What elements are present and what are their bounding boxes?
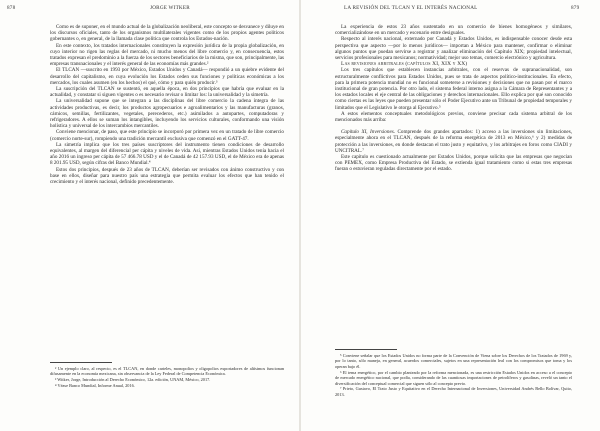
right-paragraph: Los tres capítulos que establecen instancias arbitrales, con el reservas de supranacionalidad, son estructuralmente conflictivos para Estados Unidos, pues se trata de aspectos político-institucionales. En efecto, para la primera potencia mundial no es funcional someterse a revisiones y decisiones que no pasan por el marco institucional de gran potencia. Por otro lado, el sistema federal interno asigna a la Cámara de Representantes y a los estados locales el eje central de las obligaciones y derechos internacionales. Ello explica por qué son conocido como ciertas es las leyes que pueden presentar sólo el Poder Ejecutivo ante un Tribunal de propiedad temporales y limitados que el Legislativo le otorga al Ejecutivo.⁵ xyxy=(335,67,572,111)
left-paragraph: La suscripción del TLCAN se sustentó, en aquella época, en dos principios que habría que evaluar en la actualidad, y constatar si siguen vigentes o es necesario revisar o limitar los: la universalidad y la simetría. xyxy=(50,86,284,99)
footnote-rule xyxy=(335,349,397,350)
right-paragraph: Respecto al interés nacional, externado por Canadá y Estados Unidos, es indispensable conocer desde esta perspectiva que aspecto —por lo menos jurídicos— importan a México para mantener, confirmar o eliminar algunos puntos que puedan servirse a registrar y analizar eliminación del Capítulo XIX; propiedad intelectual, servicios profesionales para mexicanos; normatividad; mejor uso temas, comercio electrónico y agricultura. xyxy=(335,36,572,62)
left-paragraph: En este contexto, los tratados internacionales constituyen la expresión jurídica de la propia globalización, en cuyo interior no rigen las reglas del mercado, ni mucho menos del libre comercio y, en consecuencia, estos tratados expresan el predominio a la fuerza de los sectores beneficiarios de la misma, que son, principalmente, las empresas transnacionales y el interés general de las economías más grandes.² xyxy=(50,42,284,68)
left-running-title: JORGE WITKER xyxy=(150,5,190,11)
left-paragraph: Como es de suponer, en el mundo actual de la globalización neoliberal, este concepto se desvanece y diluye en los discursos oficiales, tanto de los organismos multilaterales vigentes como de los propios agentes políticos gobernantes o, en general, de la llamada clase política que controla los Estados-nación. xyxy=(50,24,284,43)
left-paragraph: La simetría implica que los tres países suscriptores del instrumento tienen condiciones de desarrollo equivalentes, al margen del diferencial per cápita y niveles de vida. Así, mientras Estados Unidos tenía hacia el año 2016 un ingreso per cápita de 57 466.78 USD y el de Canadá de 42 157.93 USD, el de México era de apenas 8 201.95 USD, según cifras del Banco Mundial.⁴ xyxy=(50,141,284,167)
section-heading: Las revisiones arbitrales (capítulos XI, XIX y XX) xyxy=(341,61,468,68)
right-page-number: 879 xyxy=(571,5,580,11)
footnote: ⁵ Conviene señalar que los Estados Unidos no forma parte de la Convención de Viena sobre los Derechos de los Tratados de 1969 y, por lo tanto, sólo maneja, en general, acuerdos comerciales, sujetos en una representación leal con los compromisos que toma y los operan bajo él. xyxy=(335,353,572,369)
left-paragraph: La universalidad supone que se integran a las disciplinas del libre comercio la cadena íntegra de las actividades productivas, es decir, los productos agropecuarios e agroalimentarios y las manufacturas (granos, cárnicos, semillas, fertilizantes, vegetales, perecederos, etc.) asimilados a autopartes, computadoras y refrigeradores. A ellos se suman los intangibles, incluyendo los servicios culturales, conformando una visión holística y universal de los intercambios mercantiles. xyxy=(50,98,284,130)
right-running-title: LA REVISIÓN DEL TLCAN Y EL INTERÉS NACIONAL xyxy=(344,5,478,11)
right-footnotes xyxy=(335,349,572,398)
chapter-xi-paragraph xyxy=(335,129,572,154)
left-body-text xyxy=(50,24,284,185)
left-paragraph: Conviene mencionar, de paso, que este principio se incorporó por primera vez en un tratado de libre comercio (comercio norte-sur), rompiendo una tradición mercantil exclusiva que comenzó en el GATT-47. xyxy=(50,129,284,142)
right-paragraph: A estos elementos conceptuales metodológicos previos, conviene precisar cada sistema arbitral de los mencionados más arriba: xyxy=(335,110,572,124)
chapter-xi-text: Comprende dos grandes apartados: 1) acceso a las inversiones sin limitaciones, especialmente ahora en el TLCAN, después de la reforma energética de 2013 en México,⁶ y 2) medidas de protección a las inversiones, en donde destacan el trato justo y equitativo, y los arbitrajes en foros como CIADI y UNCITRAL.⁷ xyxy=(335,129,572,154)
right-paragraph: Este capítulo es cuestionado actualmente por Estados Unidos, porque solicita que las empresas que negocian con PEMEX, como Empresa Productiva del Estado, se extienda igual tratamiento como si estas tres empresas fueran o estuvieran reguladas directamente por el estado. xyxy=(335,154,572,173)
left-footnotes xyxy=(50,362,284,389)
footnote: ⁴ Véase Banco Mundial, Informe Anual, 2016. xyxy=(55,383,135,389)
left-paragraph: Estos dos principios, después de 23 años de TLCAN, deberían ser revisados con ánimo constructivo y con base en ellos, diseñar para nuestro país una estrategia que permita evaluar los efectos que han tenido el crecimiento y el interés nacional, definido precedentemente. xyxy=(50,166,284,186)
footnote: ² Un ejemplo claro, al respecto, es el TLCAN, en donde carteles, monopolios y oligopolios exportadores de altísimos funcionan difusamente en la economía mexicana, sin observancia de la Ley Federal de Competencia Económica. xyxy=(50,366,284,377)
footnote: ⁷ Prieto, Gustavo, El Trato Justo y Equitativo en el Derecho Internacional de Inversiones, Universidad Andrés Bello Bolívar, Quito, 2013. xyxy=(335,386,572,397)
footnote: ⁶ El tema energético, por el cambio planteado por la reforma mencionada, es una restricción Estados Unidos en acceso a el concepto de mercado energético nacional, que podía, considerando de las cuantiosas importaciones de petrolíferos y gasolinas, reveló un tanto el diversificación del conceptual comercial que siguen sólo al concepto previo. xyxy=(335,369,572,386)
right-page xyxy=(300,0,600,431)
footnote: ³ Witker, Jorge, Introducción al Derecho Económico, 12a. edición, UNAM, México, 2017. xyxy=(55,377,211,383)
left-page-number: 878 xyxy=(7,5,16,11)
right-body-text xyxy=(335,24,572,173)
right-paragraph: La experiencia de estos 23 años sustentado en un comercio de bienes homogéneos y similares, comercializándose en un mercado y escenario entre desiguales. xyxy=(335,24,572,37)
footnote-rule xyxy=(50,362,112,363)
left-paragraph: El TLCAN —suscrito en 1993 por México, Estados Unidos y Canadá— respondió a un quiebre evidente del desarrollo del capitalismo, en cuya evolución los Estados ceden sus funciones y políticas económicas a los mercados, los cuales asumen (en los hechos) el qué, cómo y para quién producir.³ xyxy=(50,67,284,86)
chapter-xi-lead: Capítulo XI, Inversiones. xyxy=(341,129,396,136)
